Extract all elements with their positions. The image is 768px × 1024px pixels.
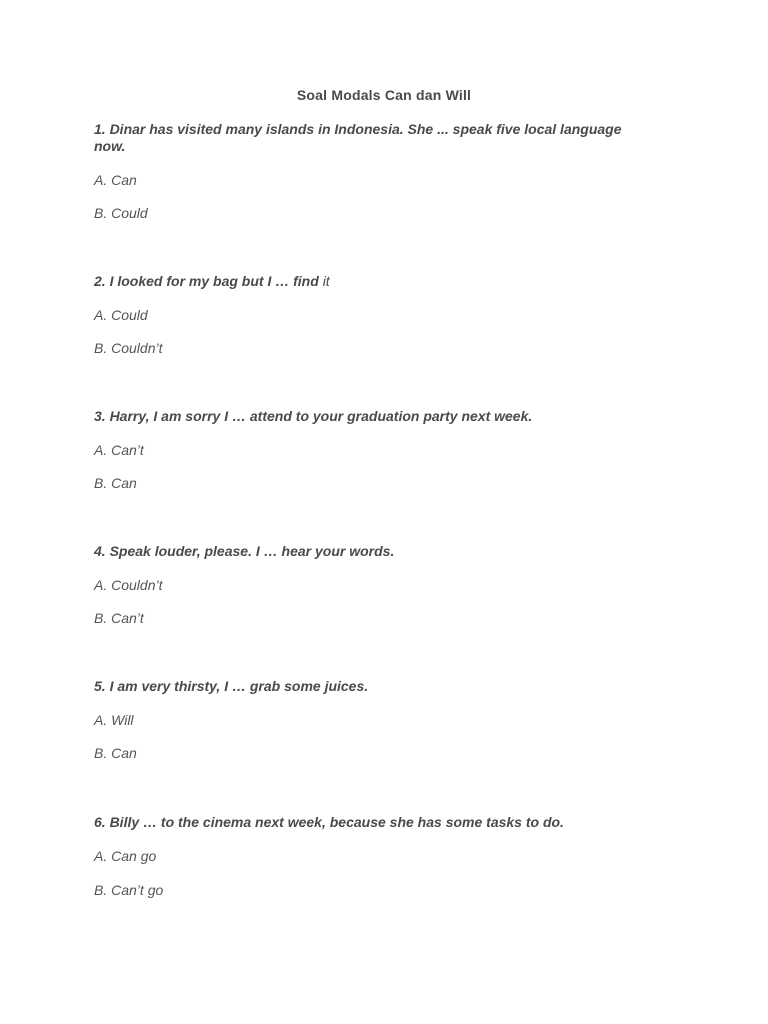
question-6-text: 6. Billy … to the cinema next week, because she has some tasks to do.: [94, 814, 564, 830]
question-3-text: 3. Harry, I am sorry I … attend to your graduation party next week.: [94, 408, 533, 424]
question-2-text-suffix: it: [322, 273, 330, 289]
question-1: [94, 121, 654, 231]
question-4: [94, 543, 654, 633]
question-2: [94, 273, 654, 363]
question-3-option-a: A. Can’t: [94, 442, 144, 458]
question-4-option-a: A. Couldn’t: [94, 577, 163, 593]
question-4-text: 4. Speak louder, please. I … hear your words.: [94, 543, 395, 559]
question-2-option-a: A. Could: [94, 307, 148, 323]
document-title: Soal Modals Can dan Will: [296, 87, 472, 103]
question-1-option-a: A. Can: [94, 172, 137, 188]
question-1-option-b: B. Could: [94, 205, 148, 221]
question-2-option-b: B. Couldn’t: [94, 340, 163, 356]
question-3-option-b: B. Can: [94, 475, 137, 491]
question-6: [94, 814, 654, 904]
question-5: [94, 678, 654, 768]
question-3: [94, 408, 654, 498]
question-4-option-b: B. Can’t: [94, 610, 144, 626]
question-2-text: 2. I looked for my bag but I … find: [94, 273, 319, 289]
question-6-option-a: A. Can go: [94, 848, 157, 864]
question-1-text: 1. Dinar has visited many islands in Indonesia. She ... speak five local language now.: [94, 121, 622, 154]
question-2-text-line: [94, 273, 654, 290]
question-5-option-a: A. Will: [94, 712, 134, 728]
question-5-option-b: B. Can: [94, 745, 137, 761]
question-6-option-b: B. Can’t go: [94, 882, 164, 898]
question-5-text: 5. I am very thirsty, I … grab some juices.: [94, 678, 369, 694]
